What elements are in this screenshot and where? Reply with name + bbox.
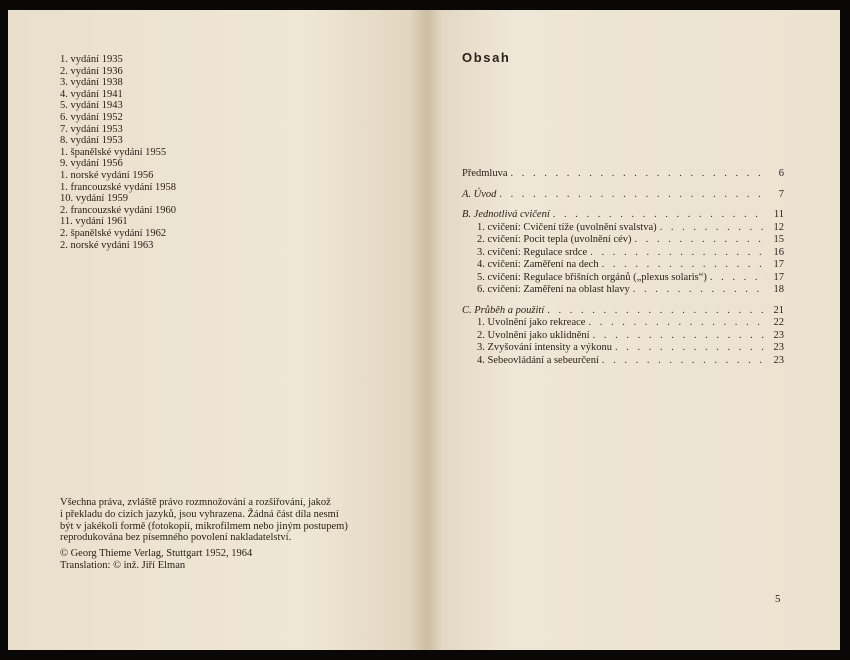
toc-entry-label: 1. Uvolnění jako rekreace [477,317,586,328]
edition-item: 1. vydání 1935 [60,54,123,65]
toc-leader-dots [710,272,767,283]
toc-entry [462,222,784,235]
toc-entry-label: Předmluva [462,168,508,179]
toc-entry [462,259,784,272]
table-of-contents [462,168,784,367]
toc-leader-dots [593,330,767,341]
toc-entry [462,209,784,222]
toc-entry-label: 3. Zvyšování intensity a výkonu [477,342,613,353]
edition-item: 1. norské vydání 1956 [60,169,154,181]
toc-entry-label: 2. Uvolnění jako uklidnění [477,329,590,341]
toc-leader-dots [615,342,767,353]
toc-entry-label: 6. cvičení: Zaměření na oblast hlavy [477,284,630,295]
toc-entry-page: 18 [773,284,784,295]
toc-entry [462,305,784,318]
rights-line: i překladu do cizích jazyků, jsou vyhrazena. Žádná část díla nesmí [60,508,339,520]
edition-item: 1. francouzské vydání 1958 [60,181,177,193]
toc-leader-dots [499,189,767,200]
toc-entry [462,317,784,330]
toc-entry-label: 4. Sebeovládání a sebeurčení [477,354,599,366]
toc-entry [462,330,784,343]
toc-leader-dots [602,259,767,270]
toc-entry-label: 4. cvičení: Zaměření na dech [477,259,599,270]
toc-leader-dots [590,247,767,258]
rights-line: reprodukována bez písemného povolení nakladatelství. [60,532,292,544]
copyright-line: © Georg Thieme Verlag, Stuttgart 1952, 1964 [60,548,253,560]
edition-item: 2. španělské vydání 1962 [60,227,167,239]
toc-entry-label: 5. cvičení: Regulace břišních orgánů („plexus solaris“) [477,271,707,283]
toc-entry-page: 23 [773,342,784,353]
toc-entry-page: 6 [778,168,784,179]
toc-entry [462,189,784,202]
edition-item: 1. španělské vydání 1955 [60,146,167,158]
toc-entry-page: 12 [773,221,784,233]
rights-notice [60,497,390,544]
toc-entry [462,342,784,355]
toc-entry-label: C. Průběh a použití [462,304,545,316]
edition-item: 6. vydání 1952 [60,111,123,123]
edition-item: 7. vydání 1953 [60,123,123,135]
page-number: 5 [775,593,781,605]
toc-entry [462,272,784,285]
toc-leader-dots [635,234,767,245]
toc-entry-page: 17 [773,271,784,283]
toc-leader-dots [660,222,767,233]
edition-item: 9. vydání 1956 [60,158,123,170]
copyright-block [60,497,390,572]
toc-entry [462,284,784,297]
edition-item: 3. vydání 1938 [60,77,123,89]
toc-entry [462,355,784,368]
toc-entry-page: 7 [778,188,784,200]
toc-leader-dots [588,317,767,328]
edition-list [60,54,176,251]
toc-leader-dots [633,284,767,295]
toc-heading: Obsah [462,50,511,65]
toc-leader-dots [511,168,768,179]
edition-item: 2. francouzské vydání 1960 [60,204,177,216]
toc-leader-dots [553,209,767,220]
toc-entry-page: 17 [773,259,784,270]
toc-entry-label: 1. cvičení: Cvičení tíže (uvolnění svalstva) [477,221,657,233]
rights-line: Všechna práva, zvláště právo rozmnožování a rozšiřování, jakož [60,497,331,508]
toc-entry-page: 11 [773,209,784,220]
toc-entry-label: B. Jednotlivá cvičení [462,209,550,220]
toc-leader-dots [602,355,767,366]
translation-line: Translation: © inž. Jiří Elman [60,559,186,571]
toc-entry [462,247,784,260]
edition-item: 10. vydání 1959 [60,193,128,205]
toc-entry-label: A. Úvod [462,188,497,200]
edition-item: 2. norské vydání 1963 [60,239,154,251]
toc-entry-label: 2. cvičení: Pocit tepla (uvolnění cév) [477,234,632,245]
edition-item: 4. vydání 1941 [60,88,123,100]
rights-line: být v jakékoli formě (fotokopií, mikrofilmem nebo jiným postupem) [60,520,348,532]
edition-item: 8. vydání 1953 [60,135,123,147]
toc-entry-label: 3. cvičení: Regulace srdce [477,246,588,258]
toc-entry-page: 23 [773,329,784,341]
toc-entry-page: 21 [773,304,784,316]
toc-entry-page: 15 [773,234,784,245]
edition-item: 11. vydání 1961 [60,216,128,228]
toc-entry-page: 22 [773,317,784,328]
edition-item: 5. vydání 1943 [60,100,123,112]
toc-entry-page: 16 [773,246,784,258]
toc-entry [462,168,784,181]
toc-entry [462,234,784,247]
toc-entry-page: 23 [773,354,784,366]
toc-leader-dots [547,305,767,316]
edition-item: 2. vydání 1936 [60,65,123,77]
